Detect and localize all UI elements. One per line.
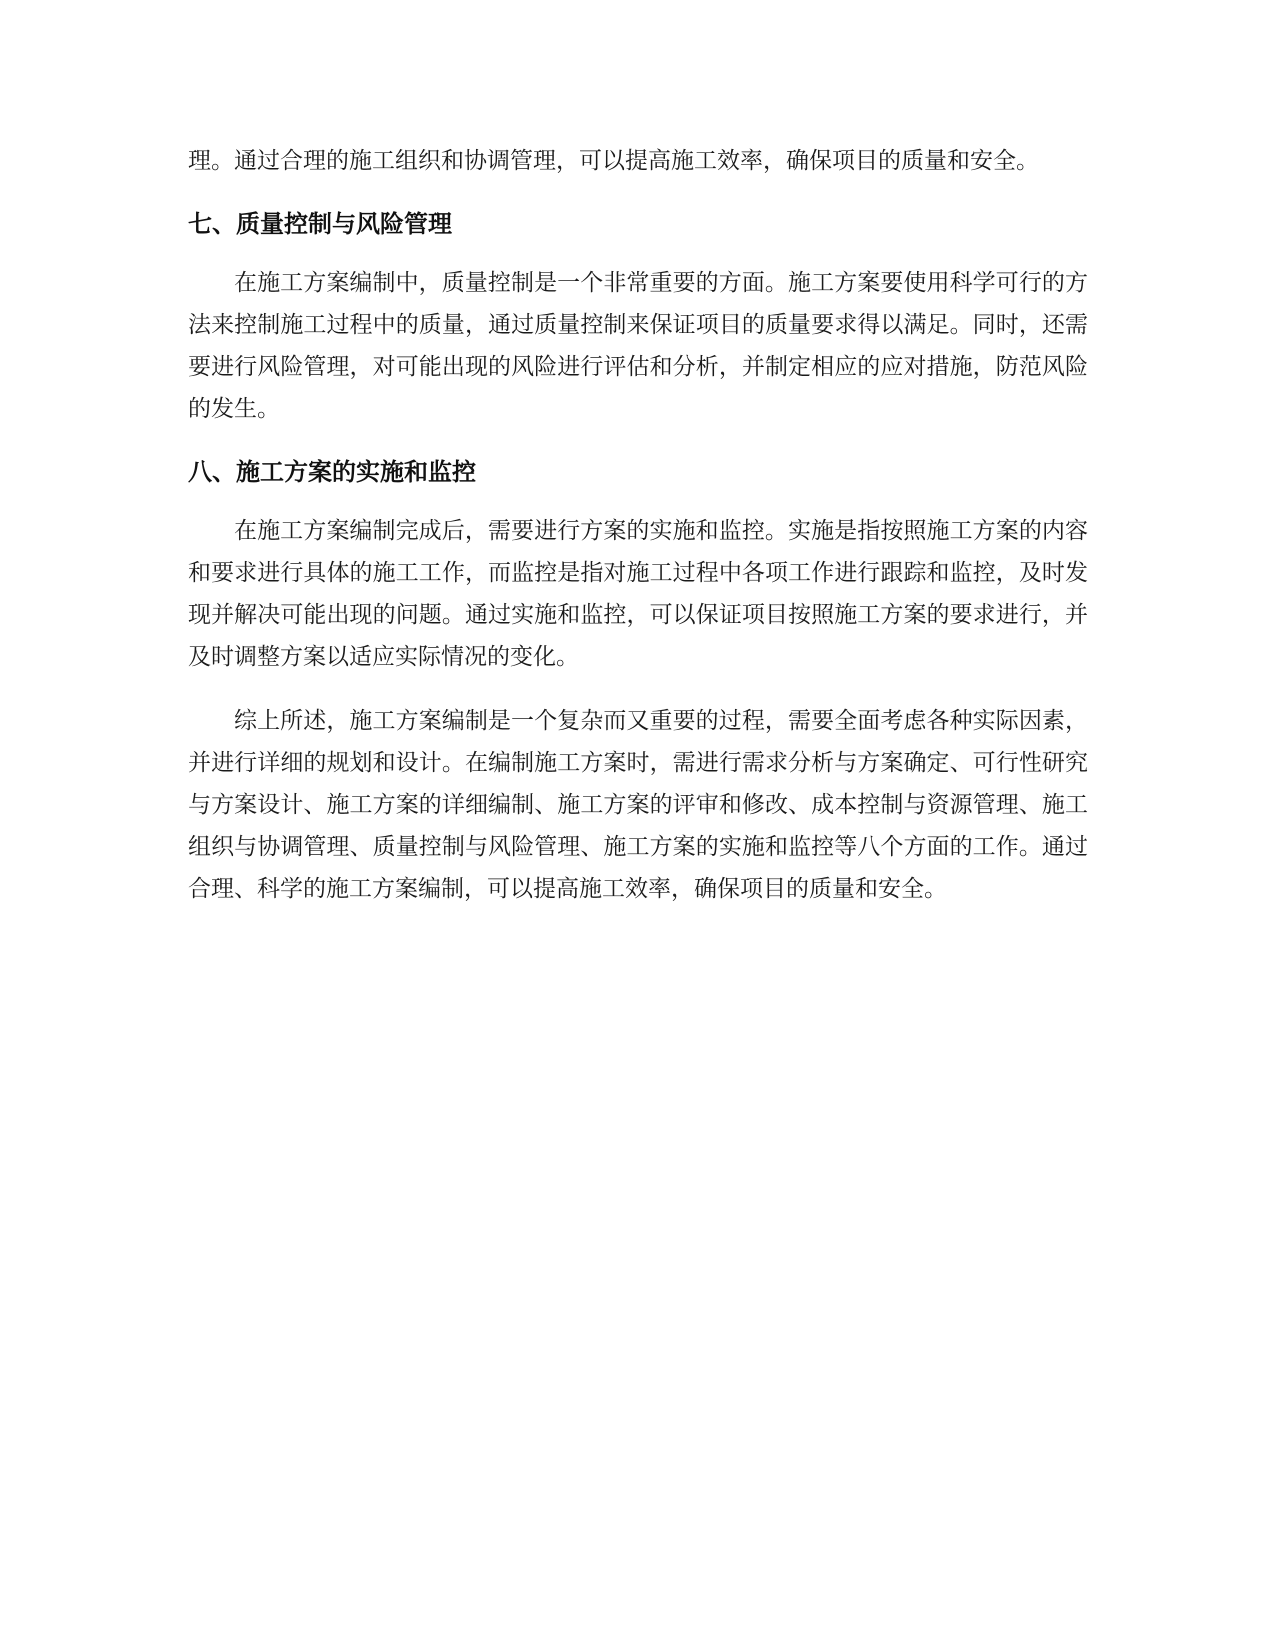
continuation-paragraph: 理。通过合理的施工组织和协调管理，可以提高施工效率，确保项目的质量和安全。: [188, 148, 1039, 174]
section-paragraph-quality-risk: 在施工方案编制中，质量控制是一个非常重要的方面。施工方案要使用科学可行的方法来控制施工过程中的质量，通过质量控制来保证项目的质量要求得以满足。同时，还需要进行风险管理，对可能出现的风险进行评估和分析，并制定相应的应对措施，防范风险的发生。: [188, 270, 1088, 422]
document-page: [188, 140, 1088, 910]
section-paragraph-implementation-monitoring: 在施工方案编制完成后，需要进行方案的实施和监控。实施是指按照施工方案的内容和要求进行具体的施工工作，而监控是指对施工过程中各项工作进行跟踪和监控，及时发现并解决可能出现的问题。通过实施和监控，可以保证项目按照施工方案的要求进行，并及时调整方案以适应实际情况的变化。: [188, 518, 1088, 670]
section-heading-implementation-monitoring: 八、施工方案的实施和监控: [188, 458, 476, 486]
conclusion-paragraph: 综上所述，施工方案编制是一个复杂而又重要的过程，需要全面考虑各种实际因素，并进行详细的规划和设计。在编制施工方案时，需进行需求分析与方案确定、可行性研究与方案设计、施工方案的详细编制、施工方案的评审和修改、成本控制与资源管理、施工组织与协调管理、质量控制与风险管理、施工方案的实施和监控等八个方面的工作。通过合理、科学的施工方案编制，可以提高施工效率，确保项目的质量和安全。: [188, 708, 1088, 902]
section-heading-quality-risk: 七、质量控制与风险管理: [188, 210, 452, 238]
